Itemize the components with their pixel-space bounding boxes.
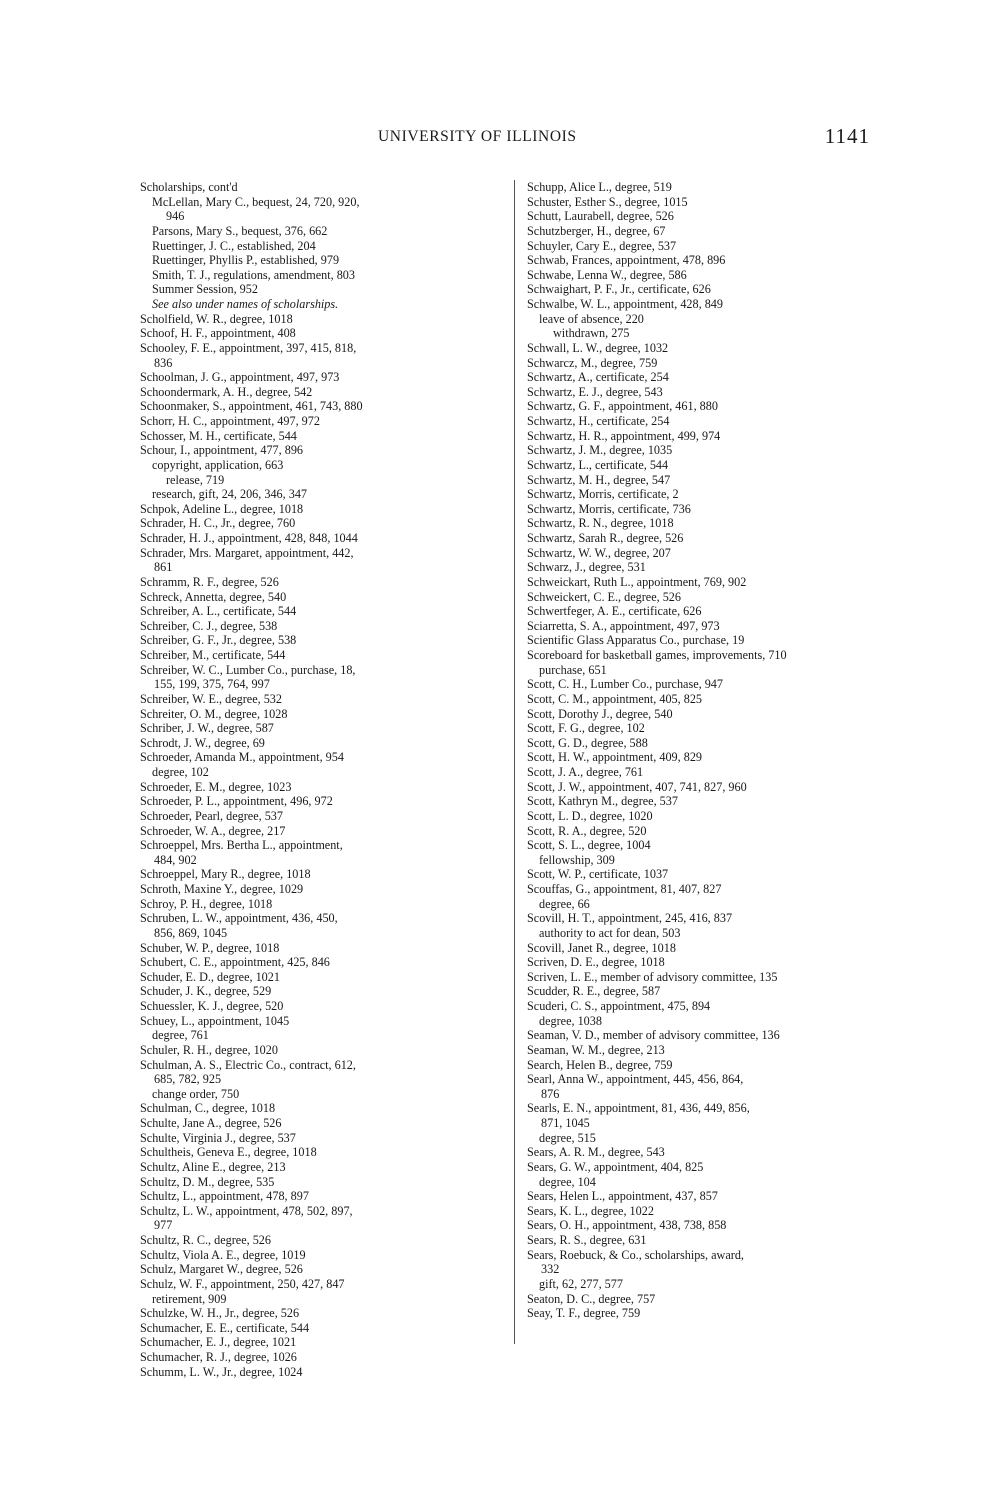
index-entry: Schwall, L. W., degree, 1032 — [527, 340, 669, 355]
index-subentry: degree, 1038 — [539, 1013, 602, 1028]
index-entry: Searls, E. N., appointment, 81, 436, 449, 856, — [527, 1101, 750, 1116]
index-entry: Schour, I., appointment, 477, 896 — [140, 443, 304, 458]
index-subentry: 946 — [166, 209, 185, 224]
index-entry: Schwarcz, M., degree, 759 — [527, 355, 658, 370]
index-entry: Scriven, D. E., degree, 1018 — [527, 955, 665, 970]
index-entry: Schroeder, W. A., degree, 217 — [140, 823, 286, 838]
index-entry: Schreiber, G. F., Jr., degree, 538 — [140, 633, 297, 648]
index-entry: Schuyler, Cary E., degree, 537 — [527, 238, 677, 253]
index-entry: Seaman, V. D., member of advisory committee, 136 — [527, 1028, 780, 1043]
index-entry: Scudder, R. E., degree, 587 — [527, 984, 661, 999]
index-entry: Schwartz, M. H., degree, 547 — [527, 472, 671, 487]
index-entry: Schuber, W. P., degree, 1018 — [140, 940, 280, 955]
index-entry: Schultz, D. M., degree, 535 — [140, 1174, 275, 1189]
index-entry: Schutzberger, H., degree, 67 — [527, 223, 666, 238]
index-subentry: release, 719 — [166, 472, 225, 487]
index-entry: Schultz, R. C., degree, 526 — [140, 1233, 271, 1247]
index-entry: Schoof, H. F., appointment, 408 — [140, 326, 296, 341]
index-entry: Schuster, Esther S., degree, 1015 — [527, 194, 688, 209]
index-subentry: retirement, 909 — [152, 1291, 227, 1306]
index-entry: Sears, Helen L., appointment, 437, 857 — [527, 1189, 718, 1204]
index-entry: Schwarz, J., degree, 531 — [527, 560, 646, 575]
index-entry: Seaman, W. M., degree, 213 — [527, 1042, 665, 1057]
page-title: UNIVERSITY OF ILLINOIS — [378, 128, 577, 145]
index-entry: Scuderi, C. S., appointment, 475, 894 — [527, 999, 711, 1013]
index-entry: Schroeder, Amanda M., appointment, 954 — [140, 750, 344, 765]
index-subentry: purchase, 651 — [539, 662, 607, 677]
index-entry: Schwartz, R. N., degree, 1018 — [527, 516, 674, 531]
index-entry: Schreiber, A. L., certificate, 544 — [140, 604, 297, 619]
index-entry: Sears, Roebuck, & Co., scholarships, award, — [527, 1247, 744, 1262]
index-entry: Schulman, C., degree, 1018 — [140, 1101, 276, 1116]
index-subentry: fellowship, 309 — [539, 852, 615, 867]
index-subentry: leave of absence, 220 — [539, 311, 644, 326]
index-entry: Schreck, Annetta, degree, 540 — [140, 589, 287, 604]
index-subentry: degree, 66 — [539, 896, 590, 911]
index-entry: Schwartz, W. W., degree, 207 — [527, 545, 671, 560]
index-entry: Schwartz, Sarah R., degree, 526 — [527, 531, 684, 545]
index-subentry: degree, 104 — [539, 1174, 596, 1189]
index-entry: Schwaighart, P. F., Jr., certificate, 626 — [527, 282, 711, 297]
index-subentry: degree, 102 — [152, 765, 209, 779]
index-entry: Scott, J. A., degree, 761 — [527, 765, 644, 779]
index-entry: Schwartz, Morris, certificate, 2 — [527, 487, 679, 502]
index-entry: Schuessler, K. J., degree, 520 — [140, 999, 284, 1013]
index-entry: Schwartz, G. F., appointment, 461, 880 — [527, 399, 718, 414]
index-entry: Schroeder, E. M., degree, 1023 — [140, 779, 292, 794]
index-entry: Scientific Glass Apparatus Co., purchase, 19 — [527, 633, 745, 648]
index-entry: Schumacher, R. J., degree, 1026 — [140, 1350, 297, 1364]
index-entry: Scott, W. P., certificate, 1037 — [527, 867, 669, 882]
index-subentry: 856, 869, 1045 — [154, 925, 228, 940]
index-subentry: Parsons, Mary S., bequest, 376, 662 — [152, 223, 328, 238]
index-entry: Search, Helen B., degree, 759 — [527, 1057, 673, 1072]
index-entry: Schulman, A. S., Electric Co., contract, 612, — [140, 1057, 356, 1072]
index-entry: Scott, R. A., degree, 520 — [527, 823, 647, 838]
index-entry: Schupp, Alice L., degree, 519 — [527, 180, 672, 194]
index-entry: Schwartz, H., certificate, 254 — [527, 414, 670, 428]
index-entry: Scott, C. H., Lumber Co., purchase, 947 — [527, 677, 723, 692]
index-subentry: Ruettinger, J. C., established, 204 — [152, 238, 316, 253]
index-subentry: 685, 782, 925 — [154, 1072, 222, 1087]
index-entry: Sears, R. S., degree, 631 — [527, 1233, 647, 1247]
index-entry: Scovill, H. T., appointment, 245, 416, 837 — [527, 911, 733, 926]
index-subentry: authority to act for dean, 503 — [539, 925, 681, 940]
index-subentry: Smith, T. J., regulations, amendment, 803 — [152, 267, 355, 282]
index-entry: Schwabe, Lenna W., degree, 586 — [527, 267, 687, 282]
index-subentry: Ruettinger, Phyllis P., established, 979 — [152, 253, 340, 268]
index-entry: Scovill, Janet R., degree, 1018 — [527, 940, 676, 955]
index-subentry: copyright, application, 663 — [152, 457, 284, 472]
index-entry: Schwartz, H. R., appointment, 499, 974 — [527, 428, 721, 443]
index-entry: Schulz, W. F., appointment, 250, 427, 847 — [140, 1276, 345, 1291]
index-entry: Schulz, Margaret W., degree, 526 — [140, 1262, 303, 1277]
index-entry: Schoonmaker, S., appointment, 461, 743, 880 — [140, 399, 363, 414]
index-entry: Sears, O. H., appointment, 438, 738, 858 — [527, 1218, 727, 1233]
index-entry: Schumacher, E. E., certificate, 544 — [140, 1320, 310, 1335]
index-entry: Scoreboard for basketball games, improvements, 710 — [527, 648, 787, 662]
index-entry: Schwartz, A., certificate, 254 — [527, 370, 669, 385]
index-entry: Schroth, Maxine Y., degree, 1029 — [140, 882, 304, 896]
index-entry: Schwartz, L., certificate, 544 — [527, 457, 669, 472]
index-entry: Schweickart, Ruth L., appointment, 769, 902 — [527, 574, 747, 589]
index-subentry: change order, 750 — [152, 1086, 240, 1101]
index-entry: Schroeder, Pearl, degree, 537 — [140, 808, 283, 823]
index-subentry: 484, 902 — [154, 852, 197, 867]
index-subentry: 977 — [154, 1218, 173, 1233]
index-subentry: 155, 199, 375, 764, 997 — [154, 677, 270, 692]
running-header — [140, 124, 870, 152]
index-entry: Schwab, Frances, appointment, 478, 896 — [527, 253, 726, 268]
index-entry: Scott, C. M., appointment, 405, 825 — [527, 691, 703, 706]
index-subentry: 332 — [541, 1262, 560, 1277]
index-entry: Schwartz, J. M., degree, 1035 — [527, 443, 673, 458]
index-entry: Schreiber, W. C., Lumber Co., purchase, 18, — [140, 662, 356, 677]
index-entry: Schroeppel, Mary R., degree, 1018 — [140, 867, 311, 882]
index-entry: Schultz, L., appointment, 478, 897 — [140, 1189, 309, 1204]
index-entry: Seay, T. F., degree, 759 — [527, 1306, 641, 1321]
index-entry: Scott, Dorothy J., degree, 540 — [527, 706, 673, 721]
index-entry: Schwalbe, W. L., appointment, 428, 849 — [527, 297, 723, 311]
index-entry: Scott, H. W., appointment, 409, 829 — [527, 750, 703, 765]
index-entry: Schutt, Laurabell, degree, 526 — [527, 209, 674, 224]
index-entry: Schroeppel, Mrs. Bertha L., appointment, — [140, 838, 343, 853]
index-entry: Schroy, P. H., degree, 1018 — [140, 896, 273, 911]
index-entry: Schuey, L., appointment, 1045 — [140, 1013, 290, 1028]
index-entry: Scott, J. W., appointment, 407, 741, 827, 960 — [527, 779, 747, 794]
index-entry: Schoondermark, A. H., degree, 542 — [140, 384, 313, 399]
index-entry: Schweickert, C. E., degree, 526 — [527, 589, 681, 604]
index-entry: Schultheis, Geneva E., degree, 1018 — [140, 1145, 317, 1160]
index-entry: Schramm, R. F., degree, 526 — [140, 574, 279, 589]
index-entry: Schruben, L. W., appointment, 436, 450, — [140, 911, 338, 926]
index-entry: Scott, L. D., degree, 1020 — [527, 808, 653, 823]
index-subentry: 871, 1045 — [541, 1116, 590, 1130]
index-entry: Schumacher, E. J., degree, 1021 — [140, 1335, 297, 1350]
index-entry: Schroeder, P. L., appointment, 496, 972 — [140, 794, 333, 809]
index-entry: Searl, Anna W., appointment, 445, 456, 864, — [527, 1072, 744, 1087]
index-entry: Scott, F. G., degree, 102 — [527, 721, 645, 736]
index-entry: Schreiber, C. J., degree, 538 — [140, 618, 278, 633]
index-entry: Schrader, Mrs. Margaret, appointment, 442, — [140, 545, 354, 560]
index-entry: Schosser, M. H., certificate, 544 — [140, 428, 297, 443]
index-entry: Schriber, J. W., degree, 587 — [140, 721, 274, 736]
index-entry: Scriven, L. E., member of advisory committee, 135 — [527, 969, 778, 984]
index-entry: Schreiber, W. E., degree, 532 — [140, 691, 282, 706]
index-subentry: 876 — [541, 1086, 560, 1101]
index-entry: Schulte, Jane A., degree, 526 — [140, 1116, 282, 1130]
index-entry: Schuler, R. H., degree, 1020 — [140, 1042, 278, 1057]
index-entry: Schwartz, E. J., degree, 543 — [527, 384, 663, 399]
index-entry: Scouffas, G., appointment, 81, 407, 827 — [527, 882, 722, 896]
index-heading: Scholarships, cont'd — [140, 180, 238, 194]
index-entry: Schultz, L. W., appointment, 478, 502, 897, — [140, 1203, 353, 1218]
index-entry: Schumm, L. W., Jr., degree, 1024 — [140, 1364, 303, 1379]
index-entry: Sciarretta, S. A., appointment, 497, 973 — [527, 618, 720, 633]
index-entry: Scott, S. L., degree, 1004 — [527, 838, 651, 853]
index-entry: Schwartz, Morris, certificate, 736 — [527, 501, 691, 516]
index-column-left — [140, 180, 492, 1379]
index-column-right — [514, 180, 867, 1344]
index-entry: Schorr, H. C., appointment, 497, 972 — [140, 414, 320, 428]
index-subentry: withdrawn, 275 — [553, 326, 630, 341]
index-entry: Sears, G. W., appointment, 404, 825 — [527, 1159, 704, 1174]
index-entry: Schulzke, W. H., Jr., degree, 526 — [140, 1306, 300, 1321]
index-entry: Schuder, J. K., degree, 529 — [140, 984, 272, 999]
index-entry: Schulte, Virginia J., degree, 537 — [140, 1130, 296, 1145]
index-entry: Schpok, Adeline L., degree, 1018 — [140, 501, 304, 516]
index-subentry: McLellan, Mary C., bequest, 24, 720, 920, — [152, 194, 360, 209]
index-entry: Sears, A. R. M., degree, 543 — [527, 1145, 665, 1160]
index-entry: Seaton, D. C., degree, 757 — [527, 1291, 656, 1306]
index-entry: Sears, K. L., degree, 1022 — [527, 1203, 654, 1218]
index-entry: Schreiber, M., certificate, 544 — [140, 648, 286, 662]
index-entry: Schuder, E. D., degree, 1021 — [140, 969, 280, 984]
index-subentry: Summer Session, 952 — [152, 282, 258, 297]
index-subentry: See also under names of scholarships. — [152, 297, 339, 311]
index-entry: Schultz, Aline E., degree, 213 — [140, 1159, 286, 1174]
index-subentry: gift, 62, 277, 577 — [539, 1276, 623, 1291]
index-entry: Schrader, H. C., Jr., degree, 760 — [140, 516, 296, 531]
index-entry: Scholfield, W. R., degree, 1018 — [140, 311, 293, 326]
index-entry: Schooley, F. E., appointment, 397, 415, 818, — [140, 340, 357, 355]
index-entry: Schrodt, J. W., degree, 69 — [140, 735, 265, 750]
index-entry: Schoolman, J. G., appointment, 497, 973 — [140, 370, 340, 385]
index-subentry: degree, 515 — [539, 1130, 596, 1145]
index-entry: Schwertfeger, A. E., certificate, 626 — [527, 604, 702, 619]
index-entry: Schreiter, O. M., degree, 1028 — [140, 706, 288, 721]
index-subentry: research, gift, 24, 206, 346, 347 — [152, 487, 308, 502]
index-subentry: 861 — [154, 560, 173, 575]
page-number: 1141 — [824, 124, 870, 148]
index-entry: Scott, G. D., degree, 588 — [527, 735, 648, 750]
index-subentry: degree, 761 — [152, 1028, 209, 1043]
index-entry: Schrader, H. J., appointment, 428, 848, 1044 — [140, 531, 358, 545]
index-entry: Schubert, C. E., appointment, 425, 846 — [140, 955, 330, 970]
index-entry: Schultz, Viola A. E., degree, 1019 — [140, 1247, 306, 1262]
index-subentry: 836 — [154, 355, 173, 370]
index-entry: Scott, Kathryn M., degree, 537 — [527, 794, 678, 809]
